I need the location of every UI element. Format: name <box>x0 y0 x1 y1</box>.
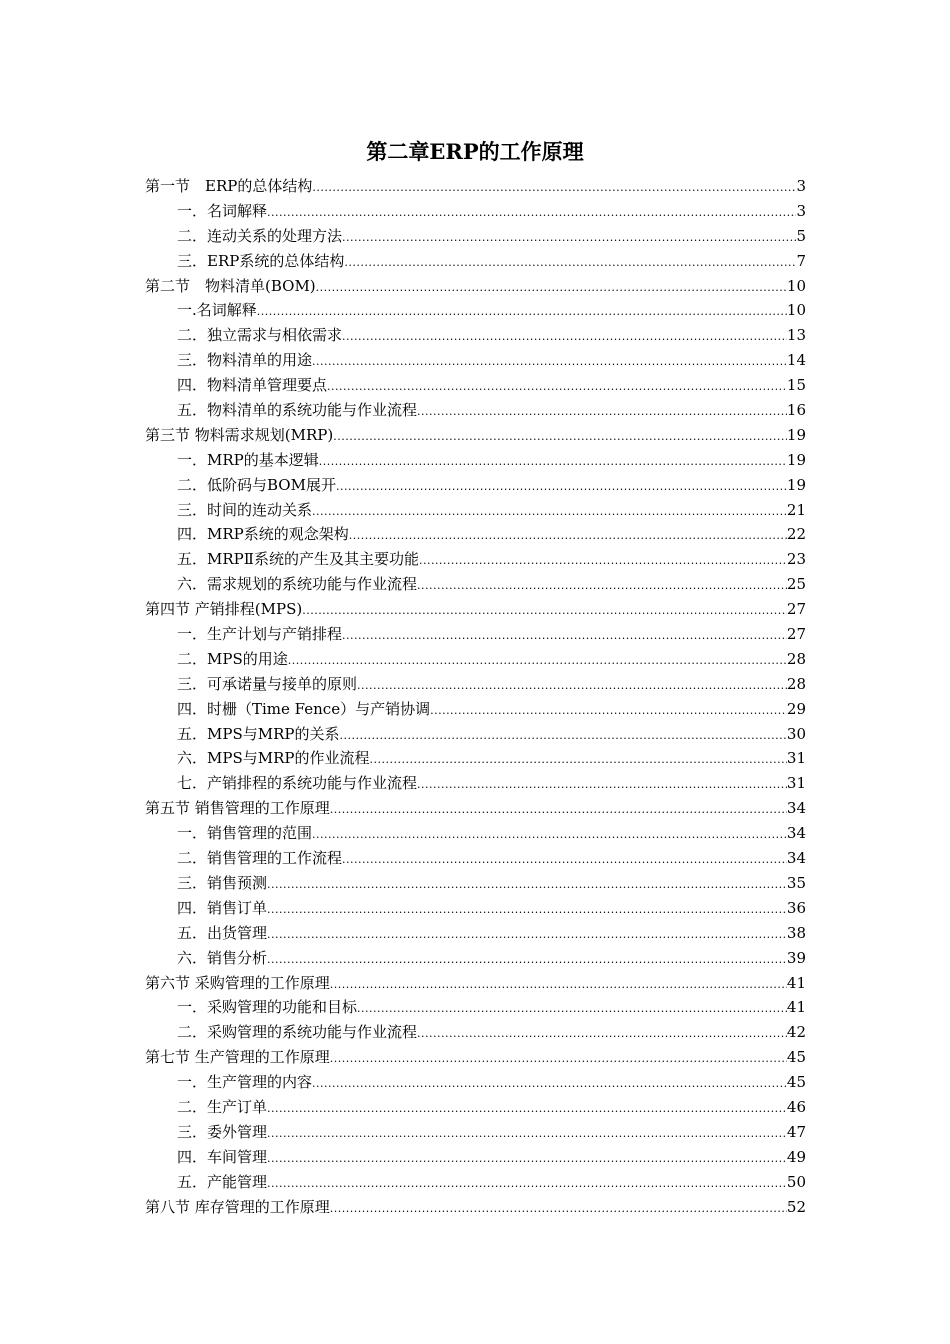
toc-page-number: 3 <box>796 201 806 220</box>
toc-entry-label: 第八节 库存管理的工作原理 <box>145 1197 330 1216</box>
toc-subsection-entry[interactable] <box>145 323 806 348</box>
toc-dot-leader <box>369 748 786 773</box>
toc-subsection-entry[interactable] <box>145 1145 806 1170</box>
toc-dot-leader <box>330 973 787 998</box>
toc-subsection-entry[interactable] <box>145 846 806 871</box>
toc-page-number: 46 <box>786 1097 806 1116</box>
toc-entry-label: 一．生产计划与产销排程 <box>177 625 343 644</box>
toc-dot-leader <box>417 773 787 798</box>
toc-page-number: 47 <box>786 1122 806 1141</box>
toc-page-number: 15 <box>786 376 806 395</box>
toc-page-number: 27 <box>786 625 806 644</box>
toc-entry-label: 四．时栅（Time Fence）与产销协调 <box>177 699 431 718</box>
toc-entry-label: 二．采购管理的系统功能与作业流程 <box>177 1023 418 1042</box>
toc-entry-label: 二．低阶码与BOM展开 <box>177 475 336 494</box>
toc-entry-label: 四．MRP系统的观念架构 <box>177 525 349 544</box>
toc-entry-label: 四．销售订单 <box>177 898 268 917</box>
toc-dot-leader <box>312 823 787 848</box>
toc-page-number: 28 <box>786 674 806 693</box>
toc-entry-label: 二．MPS的用途 <box>177 649 288 668</box>
toc-dot-leader <box>330 1197 787 1222</box>
toc-page-number: 39 <box>786 948 806 967</box>
toc-page-number: 21 <box>786 500 806 519</box>
toc-dot-leader <box>417 400 787 425</box>
toc-page-number: 19 <box>786 425 806 444</box>
toc-dot-leader <box>417 1022 787 1047</box>
toc-page-number: 45 <box>786 1048 806 1067</box>
toc-subsection-entry[interactable] <box>145 348 806 373</box>
toc-entry-label: 第三节 物料需求规划(MRP) <box>145 425 334 444</box>
toc-dot-leader <box>267 1097 787 1122</box>
toc-subsection-entry[interactable] <box>145 448 806 473</box>
toc-page-number: 22 <box>786 525 806 544</box>
toc-page-number: 3 <box>796 177 806 195</box>
toc-subsection-entry[interactable] <box>145 697 806 722</box>
toc-dot-leader <box>330 798 787 823</box>
toc-subsection-entry[interactable] <box>145 298 806 323</box>
toc-subsection-entry[interactable] <box>145 473 806 498</box>
toc-entry-label: 三．时间的连动关系 <box>177 500 313 519</box>
toc-page-number: 50 <box>786 1172 806 1191</box>
toc-dot-leader <box>267 898 787 923</box>
toc-dot-leader <box>342 624 787 649</box>
toc-page-number: 10 <box>786 301 806 320</box>
toc-subsection-entry[interactable] <box>145 547 806 572</box>
toc-entry-label: 五．MPS与MRP的关系 <box>177 724 340 743</box>
toc-dot-leader <box>342 325 787 350</box>
toc-page-number: 23 <box>786 550 806 569</box>
toc-dot-leader <box>257 300 787 325</box>
toc-entry-label: 五．物料清单的系统功能与作业流程 <box>177 401 418 420</box>
toc-dot-leader <box>327 375 787 400</box>
toc-entry-label: 一．名词解释 <box>177 201 268 220</box>
toc-entry-label: 三．可承诺量与接单的原则 <box>177 674 358 693</box>
toc-entry-label: 六．销售分析 <box>177 948 268 967</box>
toc-dot-leader <box>312 500 787 525</box>
toc-page-number: 45 <box>786 1073 806 1092</box>
toc-dot-leader <box>302 599 787 624</box>
toc-entry-label: 四．物料清单管理要点 <box>177 376 328 395</box>
toc-dot-leader <box>339 724 786 749</box>
toc-entry-label: 六．需求规划的系统功能与作业流程 <box>177 575 418 594</box>
toc-subsection-entry[interactable] <box>145 622 806 647</box>
toc-section-entry[interactable] <box>145 1045 806 1070</box>
toc-dot-leader <box>288 649 787 674</box>
toc-page-number: 16 <box>786 401 806 420</box>
toc-entry-label: 二．连动关系的处理方法 <box>177 226 343 245</box>
toc-entry-label: 一．销售管理的范围 <box>177 824 313 843</box>
toc-page-number: 19 <box>786 475 806 494</box>
table-of-contents <box>145 174 806 1219</box>
toc-page-number: 13 <box>786 326 806 345</box>
toc-page-number: 14 <box>786 351 806 370</box>
toc-section-entry[interactable] <box>145 423 806 448</box>
toc-entry-label: 一．采购管理的功能和目标 <box>177 998 358 1017</box>
toc-subsection-entry[interactable] <box>145 647 806 672</box>
toc-dot-leader <box>333 425 787 450</box>
toc-page-number: 28 <box>786 649 806 668</box>
toc-subsection-entry[interactable] <box>145 771 806 796</box>
toc-entry-label: 七．产销排程的系统功能与作业流程 <box>177 774 418 793</box>
toc-dot-leader <box>312 350 787 375</box>
toc-page-number: 31 <box>786 774 806 793</box>
toc-subsection-entry[interactable] <box>145 821 806 846</box>
toc-page-number: 10 <box>786 276 806 295</box>
page-title: 第二章ERP的工作原理 <box>366 139 584 164</box>
toc-dot-leader <box>357 674 787 699</box>
toc-page-number: 30 <box>786 724 806 743</box>
toc-section-entry[interactable] <box>145 1195 806 1220</box>
toc-subsection-entry[interactable] <box>145 722 806 747</box>
toc-page-number: 34 <box>786 824 806 843</box>
toc-page-number: 35 <box>786 873 806 892</box>
toc-page-number: 49 <box>786 1147 806 1166</box>
toc-section-entry[interactable] <box>145 796 806 821</box>
toc-page-number: 7 <box>796 251 806 270</box>
toc-entry-label: 二．独立需求与相依需求 <box>177 326 343 345</box>
toc-subsection-entry[interactable] <box>145 199 806 224</box>
toc-page-number: 52 <box>786 1197 806 1216</box>
toc-entry-label: 第五节 销售管理的工作原理 <box>145 799 330 818</box>
toc-page-number: 34 <box>786 799 806 818</box>
toc-dot-leader <box>267 201 796 226</box>
toc-dot-leader <box>267 1147 787 1172</box>
toc-dot-leader <box>417 574 787 599</box>
toc-section-entry[interactable] <box>145 597 806 622</box>
toc-page-number: 36 <box>786 898 806 917</box>
toc-subsection-entry[interactable] <box>145 398 806 423</box>
toc-section-entry[interactable] <box>145 174 806 199</box>
toc-entry-label: 第二节 物料清单(BOM) <box>145 276 316 295</box>
toc-subsection-entry[interactable] <box>145 249 806 274</box>
toc-subsection-entry[interactable] <box>145 946 806 971</box>
toc-entry-label: 四．车间管理 <box>177 1147 268 1166</box>
toc-subsection-entry[interactable] <box>145 224 806 249</box>
toc-subsection-entry[interactable] <box>145 995 806 1020</box>
toc-entry-label: 三．销售预测 <box>177 873 268 892</box>
toc-subsection-entry[interactable] <box>145 896 806 921</box>
toc-subsection-entry[interactable] <box>145 746 806 771</box>
toc-dot-leader <box>349 524 787 549</box>
toc-entry-label: 一．MRP的基本逻辑 <box>177 450 319 469</box>
toc-dot-leader <box>316 276 787 301</box>
toc-entry-label: 第四节 产销排程(MPS) <box>145 600 303 619</box>
toc-dot-leader <box>342 848 787 873</box>
toc-entry-label: 第一节 ERP的总体结构 <box>145 177 313 195</box>
toc-entry-label: 一．生产管理的内容 <box>177 1073 313 1092</box>
toc-entry-label: 三．ERP系统的总体结构 <box>177 251 345 270</box>
toc-dot-leader <box>267 923 787 948</box>
toc-subsection-entry[interactable] <box>145 1170 806 1195</box>
toc-dot-leader <box>342 226 796 251</box>
toc-dot-leader <box>336 475 787 500</box>
toc-subsection-entry[interactable] <box>145 522 806 547</box>
toc-subsection-entry[interactable] <box>145 1020 806 1045</box>
toc-subsection-entry[interactable] <box>145 1095 806 1120</box>
toc-dot-leader <box>267 873 787 898</box>
toc-page-number: 38 <box>786 923 806 942</box>
toc-section-entry[interactable] <box>145 971 806 996</box>
toc-page-number: 41 <box>786 973 806 992</box>
toc-page-number: 31 <box>786 749 806 768</box>
toc-dot-leader <box>357 997 787 1022</box>
toc-dot-leader <box>267 948 787 973</box>
toc-page-number: 25 <box>786 575 806 594</box>
toc-entry-label: 第七节 生产管理的工作原理 <box>145 1048 330 1067</box>
toc-page-number: 41 <box>786 998 806 1017</box>
toc-dot-leader <box>319 450 787 475</box>
toc-subsection-entry[interactable] <box>145 921 806 946</box>
toc-dot-leader <box>344 251 796 276</box>
toc-entry-label: 二．生产订单 <box>177 1097 268 1116</box>
toc-entry-label: 六．MPS与MRP的作业流程 <box>177 749 370 768</box>
toc-page-number: 19 <box>786 450 806 469</box>
toc-subsection-entry[interactable] <box>145 498 806 523</box>
toc-page-number: 29 <box>786 699 806 718</box>
toc-subsection-entry[interactable] <box>145 1120 806 1145</box>
toc-entry-label: 五．产能管理 <box>177 1172 268 1191</box>
toc-dot-leader <box>312 176 796 201</box>
toc-subsection-entry[interactable] <box>145 871 806 896</box>
toc-page-number: 5 <box>796 226 806 245</box>
toc-subsection-entry[interactable] <box>145 1070 806 1095</box>
toc-entry-label: 二．销售管理的工作流程 <box>177 849 343 868</box>
toc-entry-label: 第六节 采购管理的工作原理 <box>145 973 330 992</box>
toc-section-entry[interactable] <box>145 274 806 299</box>
toc-dot-leader <box>330 1047 787 1072</box>
toc-subsection-entry[interactable] <box>145 373 806 398</box>
toc-dot-leader <box>419 549 787 574</box>
toc-dot-leader <box>430 699 787 724</box>
toc-page-number: 27 <box>786 600 806 619</box>
toc-dot-leader <box>267 1172 787 1197</box>
toc-entry-label: 五．出货管理 <box>177 923 268 942</box>
toc-dot-leader <box>267 1122 787 1147</box>
toc-page-number: 34 <box>786 849 806 868</box>
toc-entry-label: 三．委外管理 <box>177 1122 268 1141</box>
toc-entry-label: 三．物料清单的用途 <box>177 351 313 370</box>
toc-dot-leader <box>312 1072 787 1097</box>
toc-page-number: 42 <box>786 1023 806 1042</box>
toc-entry-label: 一.名词解释 <box>177 301 257 320</box>
toc-entry-label: 五．MRPⅡ系统的产生及其主要功能 <box>177 550 419 569</box>
toc-subsection-entry[interactable] <box>145 672 806 697</box>
toc-subsection-entry[interactable] <box>145 572 806 597</box>
